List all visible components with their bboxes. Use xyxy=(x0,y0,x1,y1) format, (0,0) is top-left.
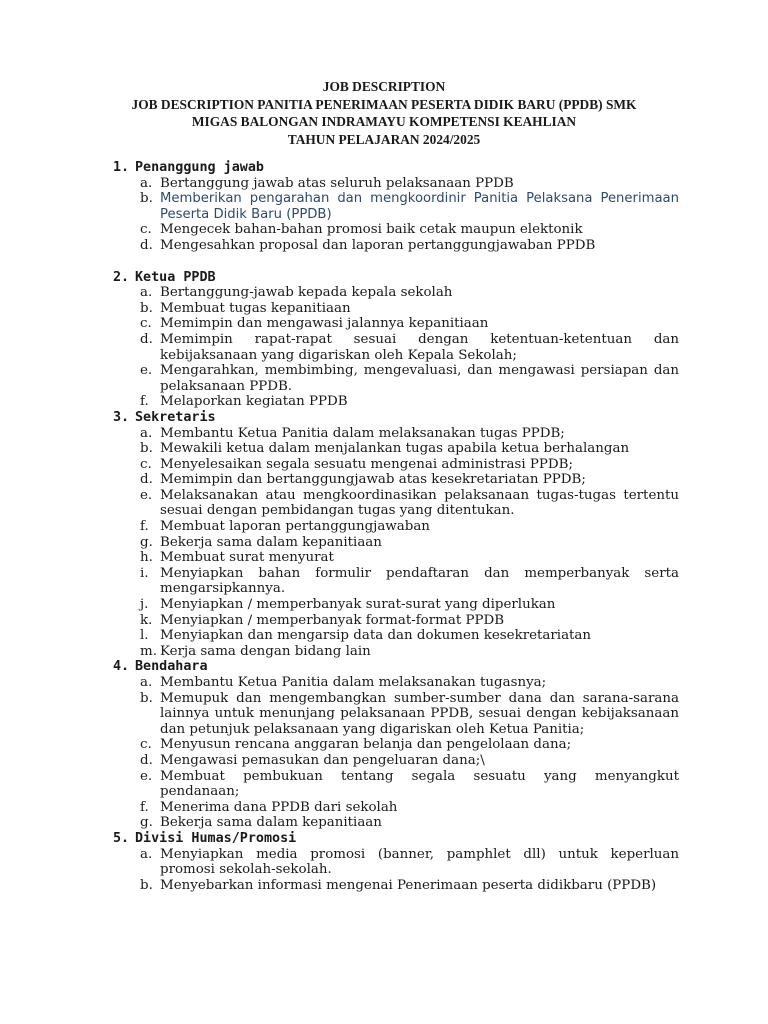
list-item: b. Memberikan pengarahan dan mengkoordinir Panitia Pelaksana Penerimaan Peserta Didik Baru (PPDB) xyxy=(140,191,679,222)
list-item: c. Menyelesaikan segala sesuatu mengenai administrasi PPDB; xyxy=(140,456,573,472)
list-item: b. Menyebarkan informasi mengenai Penerimaan peserta didikbaru (PPDB) xyxy=(140,877,657,893)
header-line-2: JOB DESCRIPTION PANITIA PENERIMAAN PESERTA DIDIK BARU (PPDB) SMK xyxy=(131,96,637,112)
list-item: i. Menyiapkan bahan formulir pendaftaran dan memperbanyak serta mengarsipkannya. xyxy=(140,565,679,597)
list-item: a. Bertanggung jawab atas seluruh pelaksanaan PPDB xyxy=(140,175,514,191)
document-header xyxy=(90,78,678,148)
list-item: d. Mengawasi pemasukan dan pengeluaran dana;\ xyxy=(140,752,485,768)
section-number: 4. xyxy=(113,659,130,675)
list-item: b. Mewakili ketua dalam menjalankan tugas apabila ketua berhalangan xyxy=(140,441,630,457)
list-item: a. Membantu Ketua Panitia dalam melaksanakan tugas PPDB; xyxy=(140,425,565,441)
section-number: 5. xyxy=(113,830,130,846)
list-item: b. Memupuk dan mengembangkan sumber-sumber dana dan sarana-sarana lainnya untuk menunjang pelaksanaan PPDB, sesuai dengan kebijaksanaan dan petunjuk pelaksanaan yang digariskan oleh Ketua Panitia; xyxy=(140,690,679,737)
section-number: 2. xyxy=(113,269,130,285)
list-item: c. Memimpin dan mengawasi jalannya kepanitiaan xyxy=(140,316,489,332)
section-title: Sekretaris xyxy=(135,409,216,425)
section-ketua-ppdb xyxy=(113,270,679,410)
list-item: e. Mengarahkan, membimbing, mengevaluasi, dan mengawasi persiapan dan pelaksanaan PPDB. xyxy=(140,363,679,394)
list-item: d. Memimpin rapat-rapat sesuai dengan ketentuan-ketentuan dan kebijaksanaan yang digariskan oleh Kepala Sekolah; xyxy=(140,331,679,363)
list-item: f. Melaporkan kegiatan PPDB xyxy=(140,394,348,410)
list-item: b. Membuat tugas kepanitiaan xyxy=(140,300,351,316)
document-body xyxy=(113,160,679,893)
list-item: j. Menyiapkan / memperbanyak surat-surat yang diperlukan xyxy=(140,597,556,613)
list-item: f. Membuat laporan pertanggungjawaban xyxy=(140,519,430,535)
section-number: 3. xyxy=(113,409,130,425)
list-item: g. Bekerja sama dalam kepanitiaan xyxy=(140,815,382,831)
section-title: Divisi Humas/Promosi xyxy=(135,830,297,846)
list-item: c. Mengecek bahan-bahan promosi baik cetak maupun elektonik xyxy=(140,222,583,238)
header-line-1: JOB DESCRIPTION xyxy=(322,79,446,94)
section-penanggung-jawab xyxy=(113,160,679,254)
list-item: g. Bekerja sama dalam kepanitiaan xyxy=(140,534,382,550)
header-line-3: MIGAS BALONGAN INDRAMAYU KOMPETENSI KEAHLIAN xyxy=(191,114,577,129)
section-divisi-humas-promosi xyxy=(113,831,679,893)
header-line-4: TAHUN PELAJARAN 2024/2025 xyxy=(287,131,481,147)
section-sekretaris xyxy=(113,410,679,660)
section-title: Penanggung jawab xyxy=(135,160,264,175)
list-item: d. Memimpin dan bertanggungjawab atas kesekretariatan PPDB; xyxy=(140,472,586,488)
list-item: l. Menyiapkan dan mengarsip data dan dokumen kesekretariatan xyxy=(140,628,592,644)
list-item: a. Menyiapkan media promosi (banner, pamphlet dll) untuk keperluan promosi sekolah-sekolah. xyxy=(140,846,679,878)
list-item: m. Kerja sama dengan bidang lain xyxy=(140,643,371,659)
section-number: 1. xyxy=(113,160,130,175)
list-item: e. Membuat pembukuan tentang segala sesuatu yang menyangkut pendanaan; xyxy=(140,768,679,800)
list-item: a. Bertanggung-jawab kepada kepala sekolah xyxy=(140,285,453,301)
section-title: Bendahara xyxy=(135,659,208,675)
list-item: a. Membantu Ketua Panitia dalam melaksanakan tugasnya; xyxy=(140,675,547,690)
list-item: h. Membuat surat menyurat xyxy=(140,550,334,566)
list-item: f. Menerima dana PPDB dari sekolah xyxy=(140,799,398,815)
list-item: c. Menyusun rencana anggaran belanja dan pengelolaan dana; xyxy=(140,737,572,753)
list-item: d. Mengesahkan proposal dan laporan pertanggungjawaban PPDB xyxy=(140,237,596,253)
section-bendahara xyxy=(113,659,679,831)
section-title: Ketua PPDB xyxy=(135,269,216,285)
list-item: k. Menyiapkan / memperbanyak format-format PPDB xyxy=(140,612,505,628)
list-item: e. Melaksanakan atau mengkoordinasikan pelaksanaan tugas-tugas tertentu sesuai dengan pembidangan tugas yang ditentukan. xyxy=(140,487,679,519)
